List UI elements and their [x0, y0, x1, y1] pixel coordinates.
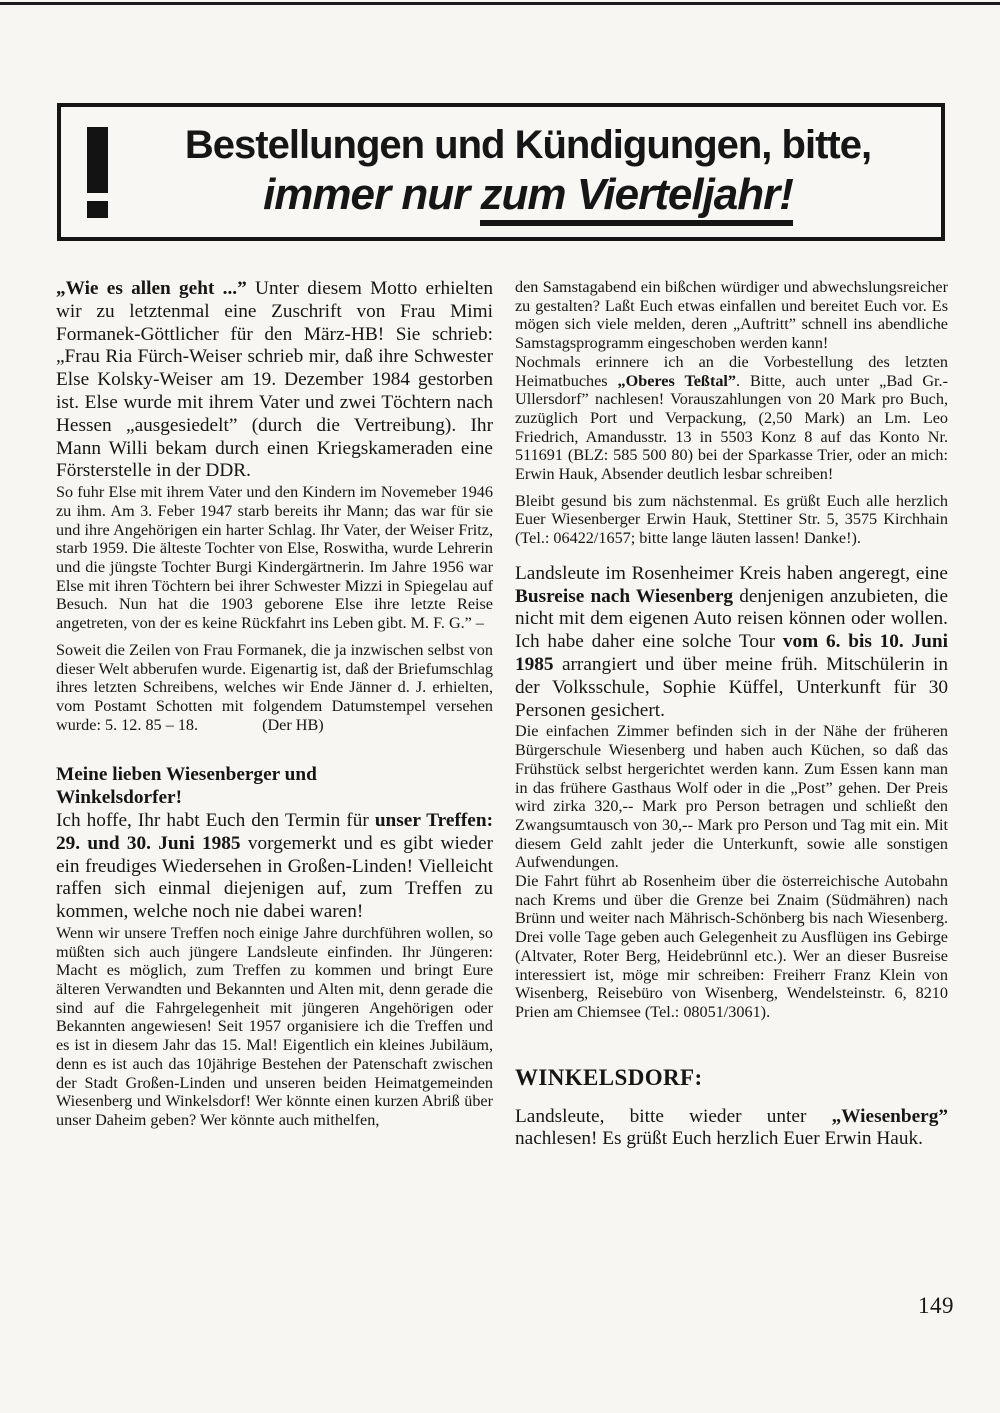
headline — [149, 124, 941, 220]
section-heading — [515, 1064, 948, 1091]
headline-line2-underlined: zum Vierteljahr! — [480, 170, 792, 226]
text-segment: Wenn wir unsere Treffen noch einige Jahre durchführen wollen, so müßten sich auch jüngere Landsleute einfinden. Ihr Jüngeren: Macht es möglich, zum Treffen zu kommen und bringt Eure älteren Verwandten und Bekannten und Alten mit, denn gerade die sind auf die Fahrgelegenheit mit jüngeren Angehörigen oder Bekannten angewiesen! Seit 1957 organisiere ich die Treffen und es ist in diesem Jahr das 15. Mal! Eigentlich ein kleines Jubiläum, denn es ist auch das 10jährige Bestehen der Patenschaft zwischen der Stadt Großen-Linden und unseren beiden Heimatgemeinden Wiesenberg und Winkelsdorf! Wer könnte einen kurzen Abriß über unser Daheim geben? Wer könnte auch mithelfen, — [56, 923, 493, 1129]
text-segment: Meine lieben Wiesenberger und — [56, 764, 317, 786]
paragraph — [515, 563, 948, 723]
text-segment: Bleibt gesund bis zum nächstenmal. Es grüßt Euch alle herzlich Euer Wiesenberger Erwin Hauk, Stettiner Str. 5, 3575 Kirchhain (Tel.: 06422/1657; bitte lange läuten lassen! Danke!). — [515, 491, 948, 548]
section-heading — [56, 764, 493, 810]
bold-text-segment: „Oberes Teßtal” — [617, 371, 737, 390]
paragraph — [515, 492, 948, 548]
paragraph — [56, 278, 493, 483]
paragraph — [515, 353, 948, 484]
paragraph — [515, 278, 948, 353]
header-box — [57, 103, 945, 241]
bold-text-segment: Busreise nach Wiesenberg — [515, 585, 734, 607]
exclamation-bar — [87, 127, 108, 193]
bold-text-segment: vom 6. bis 10. Juni 1985 — [515, 631, 948, 676]
two-column-text — [56, 278, 948, 1151]
text-segment: vorgemerkt und es gibt wieder ein freudiges Wiedersehen in Großen-Linden! Vielleicht raffen sich einmal diejenigen auf, zum Treffen zu kommen, welche noch nie dabei waren! — [56, 832, 493, 923]
text-segment: Nochmals erinnere ich an die Vorbestellung des letzten Heimatbuches — [515, 352, 948, 390]
paragraph — [56, 483, 493, 633]
text-segment: (Der HB) — [262, 715, 324, 734]
left-column — [56, 278, 493, 1151]
text-segment: . Bitte, auch unter „Bad Gr.-Ullersdorf” nachlesen! Vorauszahlungen von 20 Mark pro Buch, zuzüglich Port und Verpackung, (2,50 Mark) an Lm. Leo Friedrich, Amandusstr. 13 in 5503 Konz 8 auf das Konto Nr. 511691 (BLZ: 585 500 80) bei der Sparkasse Trier, oder an mich: Erwin Hauk, Absender deutlich lesbar schreiben! — [515, 371, 948, 484]
text-segment: Landsleute im Rosenheimer Kreis haben angeregt, eine — [515, 562, 948, 584]
text-segment: Soweit die Zeilen von Frau Formanek, die ja inzwischen selbst von dieser Welt abberufen wurde. Eigenartig ist, daß der Briefumschlag ihres letzten Schreibens, welches wir Ende Jänner d. J. erhielten, vom Postamt Schotten mit folgendem Datumstempel versehen wurde: 5. 12. 85 – 18. — [56, 640, 493, 734]
text-segment: den Samstagabend ein bißchen würdiger und abwechslungsreicher zu gestalten? Laßt Euch etwas einfallen und bereitet Euch vor. Es mögen sich viele melden, deren „Auftritt” schnell ins abendliche Samstagsprogramm eingeschoben werden kann! — [515, 278, 948, 353]
headline-line1: Bestellungen und Kündigungen, bitte, — [184, 123, 872, 168]
exclamation-dot — [87, 201, 108, 218]
headline-line2-plain: immer nur — [263, 170, 481, 220]
paragraph — [515, 872, 948, 1022]
text-segment: arrangiert und über meine früh. Mitschülerin in der Volksschule, Sophie Küffel, Unterkunft für 30 Personen gesichert. — [515, 654, 948, 721]
paragraph — [56, 924, 493, 1130]
text-segment: Die Fahrt führt ab Rosenheim über die österreichische Autobahn nach Krems und über die Grenze bei Znaim (Südmähren) nach Brünn und weiter nach Mährisch-Schönberg bis nach Wiesenberg. Drei volle Tage geben auch Gelegenheit zu Ausflügen ins Gebirge (Altvater, Roter Berg, Heidebrünnl etc.). Wer an dieser Busreise interessiert ist, möge mir schreiben: Freiherr Franz Klein von Wisenberg, Reisebüro von Wisenberg, Wendelsteinstr. 6, 8210 Prien am Chiemsee (Tel.: 08051/3061). — [515, 872, 948, 1021]
text-segment: So fuhr Else mit ihrem Vater und den Kindern im Novemeber 1946 zu ihm. Am 3. Feber 1947 starb bereits ihr Mann; das war für sie und ihre Angehörigen ein harter Schlag. Ihr Vater, der Weiser Fritz, starb 1959. Die älteste Tochter von Else, Roswitha, wurde Lehrerin und die jüngste Tochter Burgi Kindergärtnerin. Im Jahre 1956 war Else mit ihren Töchtern bei ihrer Schwester Mizzi in Spiegelau auf Besuch. Nun hat die 1903 geborene Else ihre letzte Reise angetreten, von der es keine Rückfahrt ins Leben gibt. M. F. G.” – — [56, 483, 493, 633]
paragraph — [515, 722, 948, 872]
text-segment: Winkelsdorfer! — [56, 787, 183, 809]
text-segment: Ich hoffe, Ihr habt Euch den Termin für — [56, 809, 375, 831]
paragraph — [56, 810, 493, 924]
paragraph — [56, 641, 493, 735]
page-number: 149 — [918, 1293, 954, 1318]
text-segment: WINKELSDORF: — [515, 1064, 703, 1090]
paragraph — [515, 1106, 948, 1152]
bold-text-segment: „Wiesenberg” — [831, 1105, 948, 1127]
top-rule — [0, 2, 1000, 5]
exclamation-icon — [61, 127, 149, 218]
text-segment: denjenigen anzubieten, die nicht mit dem eigenen Auto reisen können oder wollen. Ich habe daher eine solche Tour — [515, 585, 949, 653]
text-segment: nachlesen! Es grüßt Euch herzlich Euer Erwin Hauk. — [515, 1128, 923, 1150]
text-segment: Die einfachen Zimmer befinden sich in der Nähe der früheren Bürgerschule Wiesenberg und haben auch Küchen, so daß das Frühstück selbst hergerichtet werden kann. Zum Essen kann man in das frühere Gasthaus Wolf oder in die „Post” gehen. Der Preis wird zirka 320,-- Mark pro Person betragen und schließt den Zwangsumtausch von 30,-- Mark pro Person und Tag mit ein. Mit diesem Geld zahlt jeder die Unterkunft, sowie alle sonstigen Aufwendungen. — [515, 722, 948, 872]
headline-line2 — [149, 171, 907, 219]
bold-text-segment: unser Treffen: 29. und 30. Juni 1985 — [56, 809, 493, 854]
right-column — [515, 278, 948, 1151]
text-segment: Unter diesem Motto erhielten wir zu letztenmal eine Zuschrift von Frau Mimi Formanek-Göttlicher für den März-HB! Sie schrieb: „Frau Ria Fürch-Weiser schrieb mir, daß ihre Schwester Else Kolsky-Weiser am 19. Dezember 1984 gestorben ist. Else wurde mit ihrem Vater und zwei Töchtern nach Hessen „ausgesiedelt” (durch die Vertreibung). Ihr Mann Willi bekam durch einen Kriegskameraden eine Försterstelle in der DDR. — [56, 278, 493, 482]
bold-text-segment: „Wie es allen geht ...” — [56, 278, 256, 299]
text-segment: Landsleute, bitte wieder unter — [515, 1105, 832, 1127]
